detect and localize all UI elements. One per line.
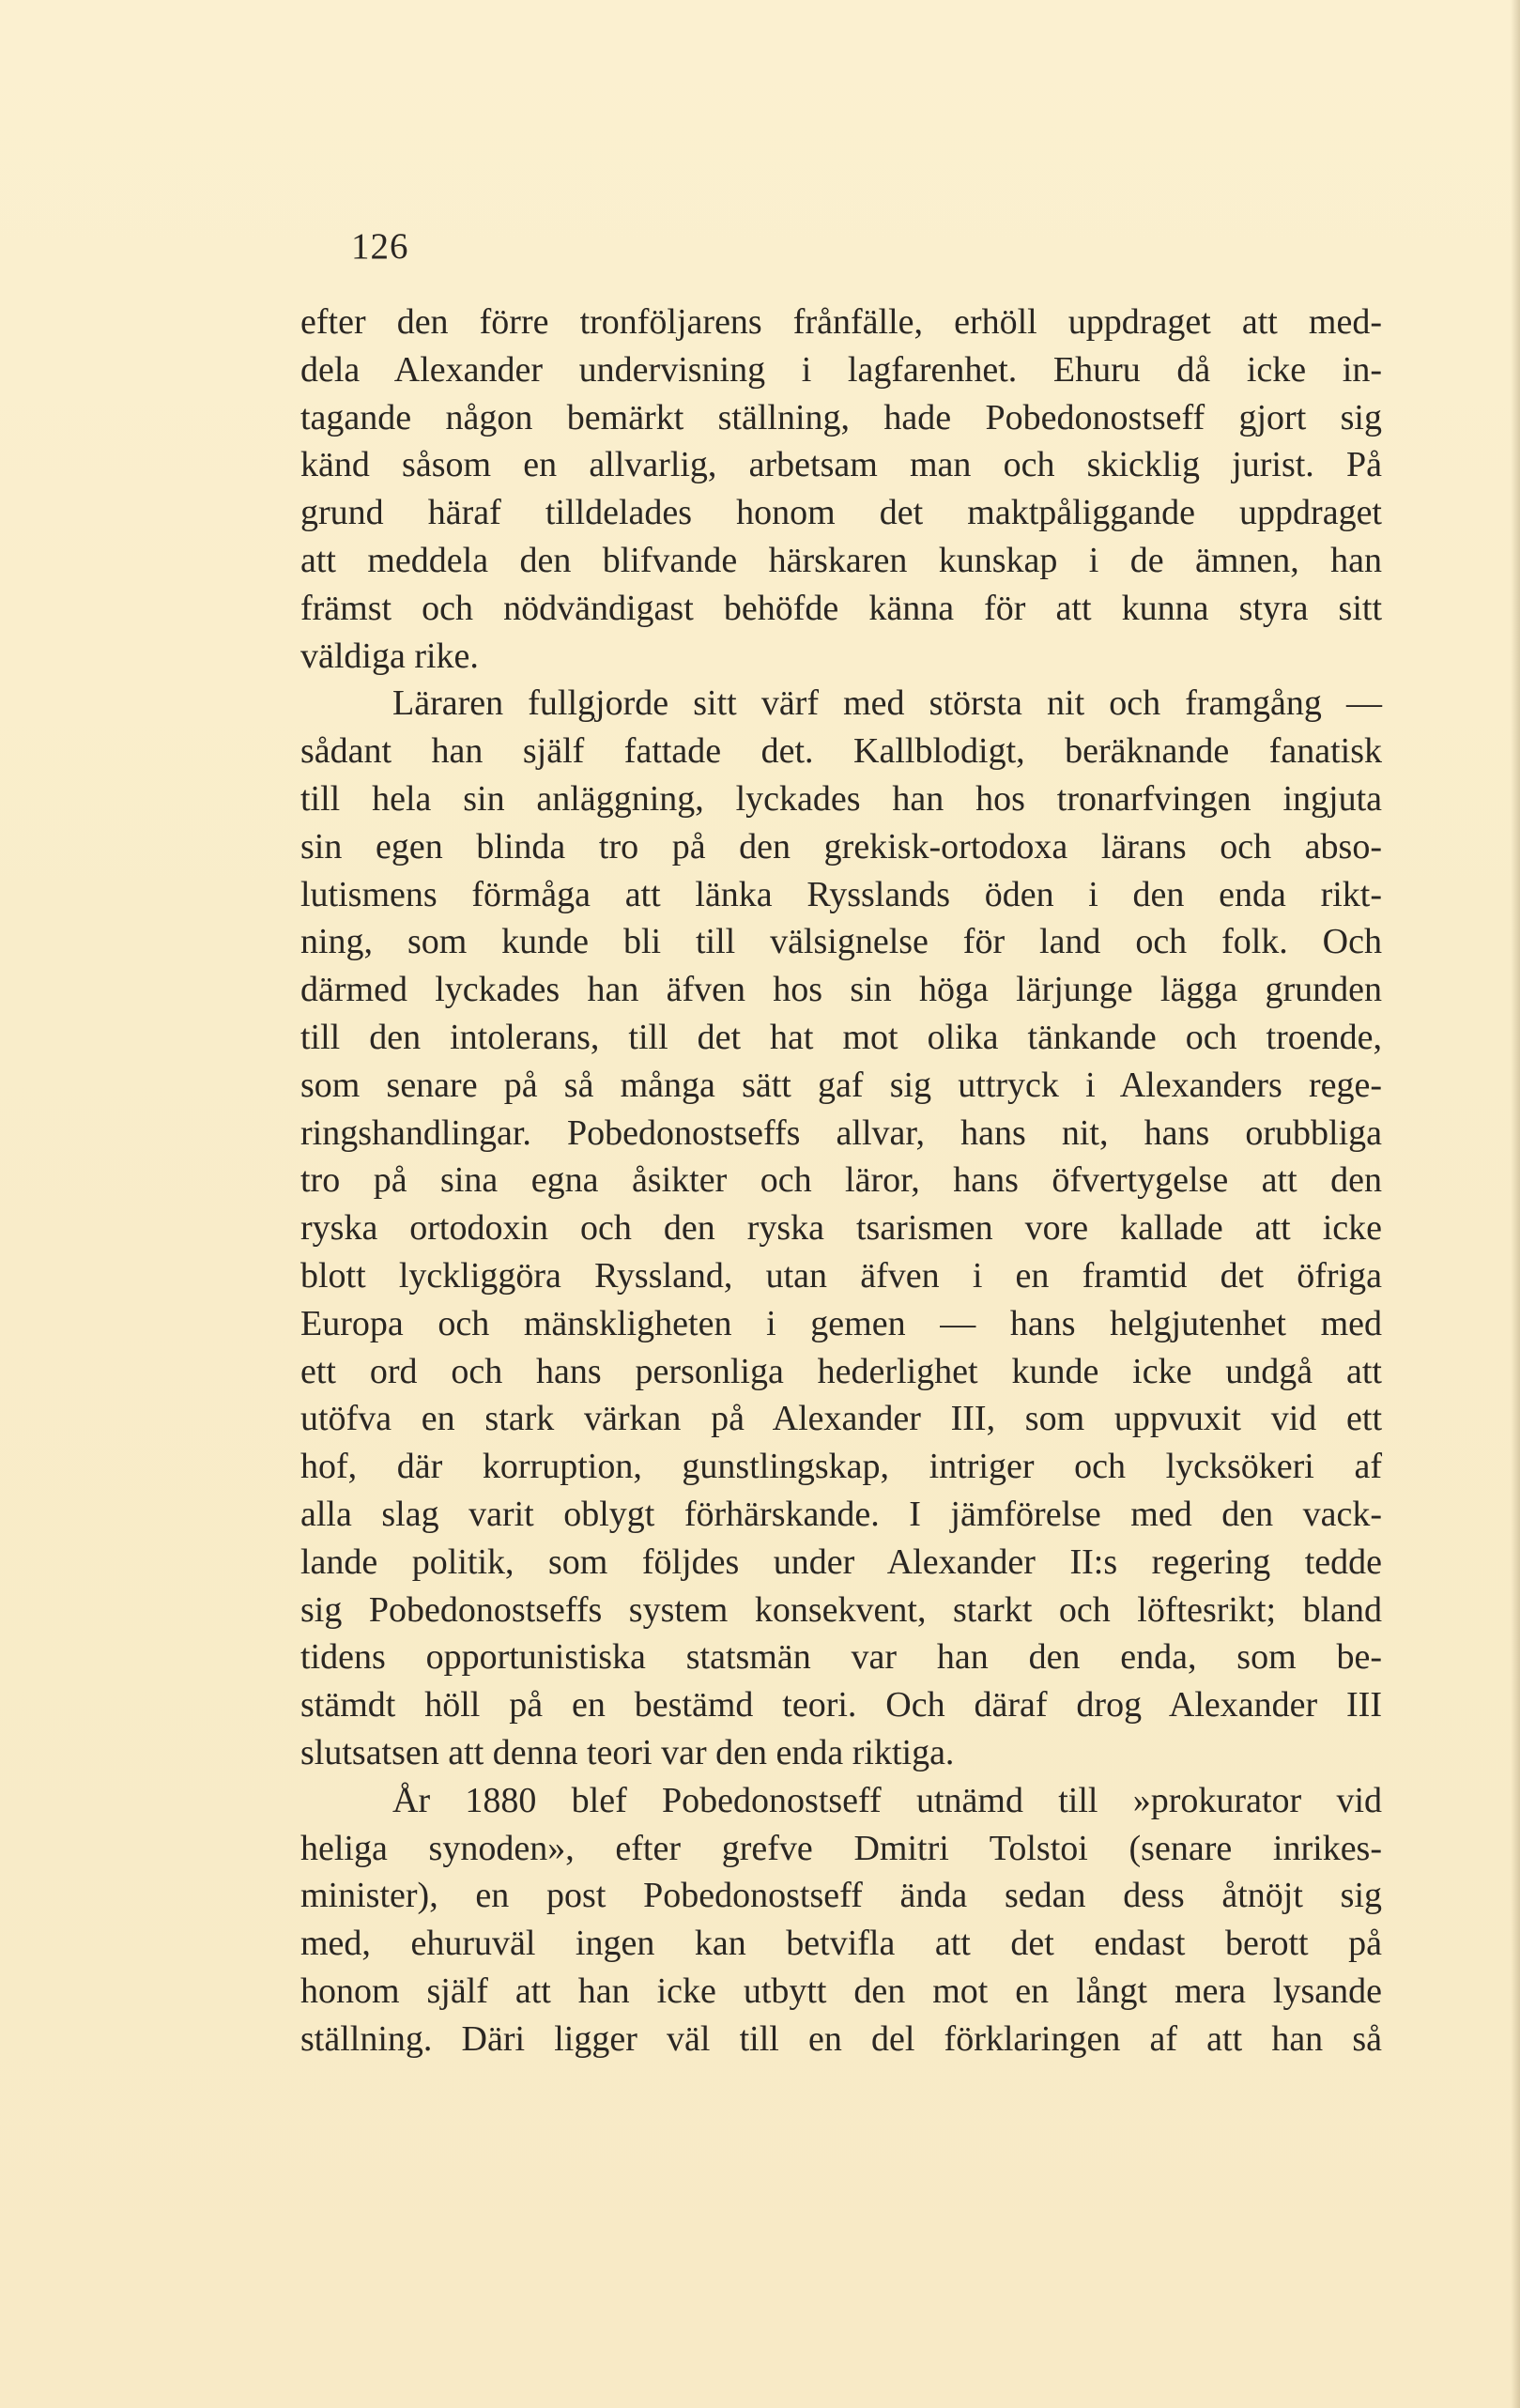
text-line: ringshandlingar. Pobedonostseffs allvar, hans nit, hans orubbliga <box>300 1112 1382 1153</box>
text-line: lande politik, som följdes under Alexander II:s regering tedde <box>300 1541 1382 1582</box>
paragraph-end-line: väldiga rike. <box>300 636 479 676</box>
text-line: efter den förre tronföljarens frånfälle, erhöll uppdraget att med- <box>300 302 1382 342</box>
text-line: tidens opportunistiska statsmän var han den enda, som be- <box>300 1637 1382 1678</box>
text-line: med, ehuruväl ingen kan betvifla att det endast berott på <box>300 1924 1382 1964</box>
text-line: sin egen blinda tro på den grekisk-ortodoxa lärans och abso- <box>300 826 1382 867</box>
text-line: sådant han själf fattade det. Kallblodigt, beräknande fanatisk <box>300 731 1382 772</box>
text-line: dela Alexander undervisning i lagfarenhet. Ehuru då icke in- <box>300 349 1382 390</box>
text-line: heliga synoden», efter grefve Dmitri Tolstoi (senare inrikes- <box>300 1828 1382 1868</box>
paragraph-start-line: År 1880 blef Pobedonostseff utnämd till »prokurator vid <box>392 1780 1382 1820</box>
text-line: sig Pobedonostseffs system konsekvent, starkt och löftesrikt; bland <box>300 1589 1382 1630</box>
text-line: till den intolerans, till det hat mot olika tänkande och troende, <box>300 1017 1382 1057</box>
text-line: Europa och mänskligheten i gemen — hans helgjutenhet med <box>300 1303 1382 1343</box>
text-line: ställning. Däri ligger väl till en del förklaringen af att han så <box>300 2018 1382 2059</box>
text-line: tagande någon bemärkt ställning, hade Pobedonostseff gjort sig <box>300 397 1382 437</box>
text-line: blott lyckliggöra Ryssland, utan äfven i en framtid det öfriga <box>300 1255 1382 1296</box>
text-line: hof, där korruption, gunstlingskap, intriger och lycksökeri af <box>300 1447 1382 1487</box>
text-line: att meddela den blifvande härskaren kunskap i de ämnen, han <box>300 540 1382 580</box>
text-line: därmed lyckades han äfven hos sin höga lärjunge lägga grunden <box>300 970 1382 1010</box>
text-line: ett ord och hans personliga hederlighet kunde icke undgå att <box>300 1351 1382 1391</box>
text-line: lutismens förmåga att länka Rysslands öden i den enda rikt- <box>300 874 1382 914</box>
text-line: minister), en post Pobedonostseff ända sedan dess åtnöjt sig <box>300 1876 1382 1916</box>
text-line: utöfva en stark värkan på Alexander III, som uppvuxit vid ett <box>300 1399 1382 1439</box>
text-line: stämdt höll på en bestämd teori. Och däraf drog Alexander III <box>300 1685 1382 1725</box>
page-edge-shadow <box>1511 0 1520 2408</box>
text-line: ning, som kunde bli till välsignelse för land och folk. Och <box>300 922 1382 962</box>
text-line: till hela sin anläggning, lyckades han hos tronarfvingen ingjuta <box>300 778 1382 819</box>
text-line: grund häraf tilldelades honom det maktpåliggande uppdraget <box>300 493 1382 533</box>
text-line: honom själf att han icke utbytt den mot en långt mera lysande <box>300 1971 1382 2011</box>
text-line: tro på sina egna åsikter och läror, hans öfvertygelse att den <box>300 1160 1382 1201</box>
body-text <box>300 299 1382 2063</box>
page-number: 126 <box>351 226 409 267</box>
text-line: känd såsom en allvarlig, arbetsam man och skicklig jurist. På <box>300 445 1382 485</box>
text-line: alla slag varit oblygt förhärskande. I jämförelse med den vack- <box>300 1494 1382 1534</box>
paragraph-end-line: slutsatsen att denna teori var den enda riktiga. <box>300 1732 955 1772</box>
text-line: främst och nödvändigast behöfde känna för att kunna styra sitt <box>300 588 1382 628</box>
text-line: ryska ortodoxin och den ryska tsarismen vore kallade att icke <box>300 1208 1382 1249</box>
text-line: som senare på så många sätt gaf sig uttryck i Alexanders rege- <box>300 1065 1382 1105</box>
paragraph-start-line: Läraren fullgjorde sitt värf med största nit och framgång — <box>392 683 1382 724</box>
